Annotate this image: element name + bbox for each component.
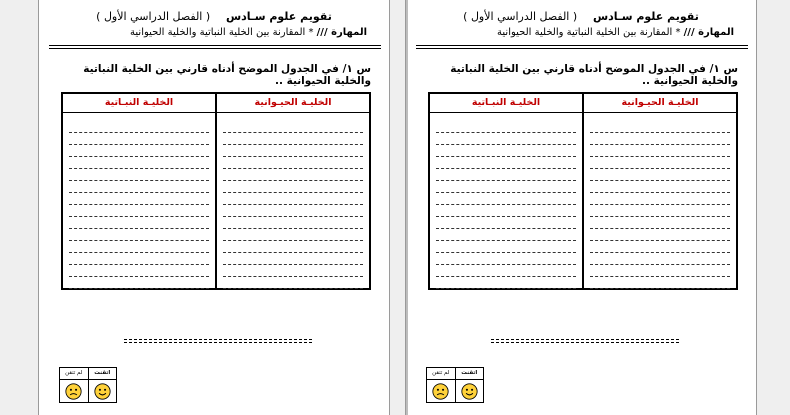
plant-cell-header: الخليـة النبـاتية <box>63 94 215 113</box>
answer-line[interactable] <box>436 253 576 265</box>
answer-line[interactable] <box>69 193 209 205</box>
not-mastered-label: لم تتقن <box>427 368 455 380</box>
answer-line[interactable] <box>590 133 730 145</box>
eval-not-mastered[interactable] <box>427 368 456 402</box>
worksheet-page-left <box>38 0 390 415</box>
center-gutter <box>390 0 405 415</box>
answer-line[interactable] <box>590 181 730 193</box>
title-term: ( الفصل الدراسي الأول ) <box>96 10 211 23</box>
title-term: ( الفصل الدراسي الأول ) <box>463 10 578 23</box>
plant-answer-lines[interactable] <box>430 113 582 289</box>
animal-cell-column <box>584 94 736 288</box>
answer-line[interactable] <box>223 253 363 265</box>
answer-line[interactable] <box>436 229 576 241</box>
answer-line[interactable] <box>223 265 363 277</box>
comparison-table <box>428 92 738 290</box>
answer-line[interactable] <box>223 217 363 229</box>
answer-line[interactable] <box>590 265 730 277</box>
skill-label: المهارة /// <box>683 27 734 38</box>
answer-line[interactable] <box>436 205 576 217</box>
skill-line <box>49 27 367 38</box>
answer-line[interactable] <box>69 229 209 241</box>
answer-line[interactable] <box>590 253 730 265</box>
answer-line[interactable] <box>590 205 730 217</box>
eval-mastered[interactable] <box>456 368 484 402</box>
answer-line[interactable] <box>590 217 730 229</box>
right-gutter <box>757 0 790 415</box>
answer-line[interactable] <box>590 193 730 205</box>
footer-divider <box>124 339 312 343</box>
answer-line[interactable] <box>223 181 363 193</box>
answer-line[interactable] <box>69 265 209 277</box>
answer-line[interactable] <box>223 229 363 241</box>
answer-line[interactable] <box>69 181 209 193</box>
answer-line[interactable] <box>436 181 576 193</box>
answer-line[interactable] <box>436 121 576 133</box>
animal-answer-lines[interactable] <box>217 113 369 289</box>
plant-cell-column <box>430 94 584 288</box>
smiley-sad-icon <box>432 383 449 400</box>
answer-line[interactable] <box>223 145 363 157</box>
worksheet-page-right <box>405 0 757 415</box>
answer-line[interactable] <box>590 145 730 157</box>
answer-line[interactable] <box>69 169 209 181</box>
skill-label: المهارة /// <box>316 27 367 38</box>
answer-line[interactable] <box>590 157 730 169</box>
eval-mastered[interactable] <box>89 368 117 402</box>
skill-line <box>416 27 734 38</box>
answer-line[interactable] <box>223 169 363 181</box>
animal-cell-header: الخليـة الحيـوانية <box>584 94 736 113</box>
header-divider <box>416 45 748 49</box>
left-gutter <box>0 0 38 415</box>
animal-answer-lines[interactable] <box>584 113 736 289</box>
answer-line[interactable] <box>223 277 363 289</box>
answer-line[interactable] <box>590 169 730 181</box>
answer-line[interactable] <box>436 169 576 181</box>
answer-line[interactable] <box>436 145 576 157</box>
answer-line[interactable] <box>590 241 730 253</box>
plant-cell-header: الخليـة النبـاتية <box>430 94 582 113</box>
answer-line[interactable] <box>436 265 576 277</box>
mastered-label: اتقنت <box>89 368 117 380</box>
answer-line[interactable] <box>436 217 576 229</box>
answer-line[interactable] <box>223 205 363 217</box>
smiley-sad-icon <box>65 383 82 400</box>
animal-cell-column <box>217 94 369 288</box>
answer-line[interactable] <box>69 145 209 157</box>
answer-line[interactable] <box>590 229 730 241</box>
skill-text: * المقارنة بين الخلية النباتية والخلية الحيوانية <box>130 27 314 38</box>
plant-cell-column <box>63 94 217 288</box>
answer-line[interactable] <box>436 133 576 145</box>
answer-line[interactable] <box>590 121 730 133</box>
footer-divider <box>491 339 679 343</box>
question-text: س ١/ في الجدول الموضح أدناه قارني بين الخلية النباتية والخلية الحيوانية .. <box>450 63 738 87</box>
answer-line[interactable] <box>69 241 209 253</box>
answer-line[interactable] <box>223 241 363 253</box>
comparison-table <box>61 92 371 290</box>
answer-line[interactable] <box>436 277 576 289</box>
not-mastered-label: لم تتقن <box>60 368 88 380</box>
answer-line[interactable] <box>223 193 363 205</box>
question-text: س ١/ في الجدول الموضح أدناه قارني بين الخلية النباتية والخلية الحيوانية .. <box>83 63 371 87</box>
header-divider <box>49 45 381 49</box>
answer-line[interactable] <box>69 157 209 169</box>
answer-line[interactable] <box>590 277 730 289</box>
answer-line[interactable] <box>69 121 209 133</box>
answer-line[interactable] <box>69 133 209 145</box>
title-subject: تقويم علوم سـادس <box>225 10 332 23</box>
title-subject: تقويم علوم سـادس <box>592 10 699 23</box>
worksheet-title <box>406 10 756 23</box>
answer-line[interactable] <box>223 133 363 145</box>
answer-line[interactable] <box>436 157 576 169</box>
answer-line[interactable] <box>69 253 209 265</box>
answer-line[interactable] <box>223 121 363 133</box>
evaluation-box <box>426 367 484 403</box>
smiley-happy-icon <box>94 383 111 400</box>
answer-line[interactable] <box>69 217 209 229</box>
animal-cell-header: الخليـة الحيـوانية <box>217 94 369 113</box>
answer-line[interactable] <box>69 277 209 289</box>
answer-line[interactable] <box>436 193 576 205</box>
worksheet-title <box>39 10 389 23</box>
skill-text: * المقارنة بين الخلية النباتية والخلية الحيوانية <box>497 27 681 38</box>
mastered-label: اتقنت <box>456 368 484 380</box>
plant-answer-lines[interactable] <box>63 113 215 289</box>
evaluation-box <box>59 367 117 403</box>
answer-line[interactable] <box>223 157 363 169</box>
eval-not-mastered[interactable] <box>60 368 89 402</box>
answer-line[interactable] <box>436 241 576 253</box>
answer-line[interactable] <box>69 205 209 217</box>
smiley-happy-icon <box>461 383 478 400</box>
